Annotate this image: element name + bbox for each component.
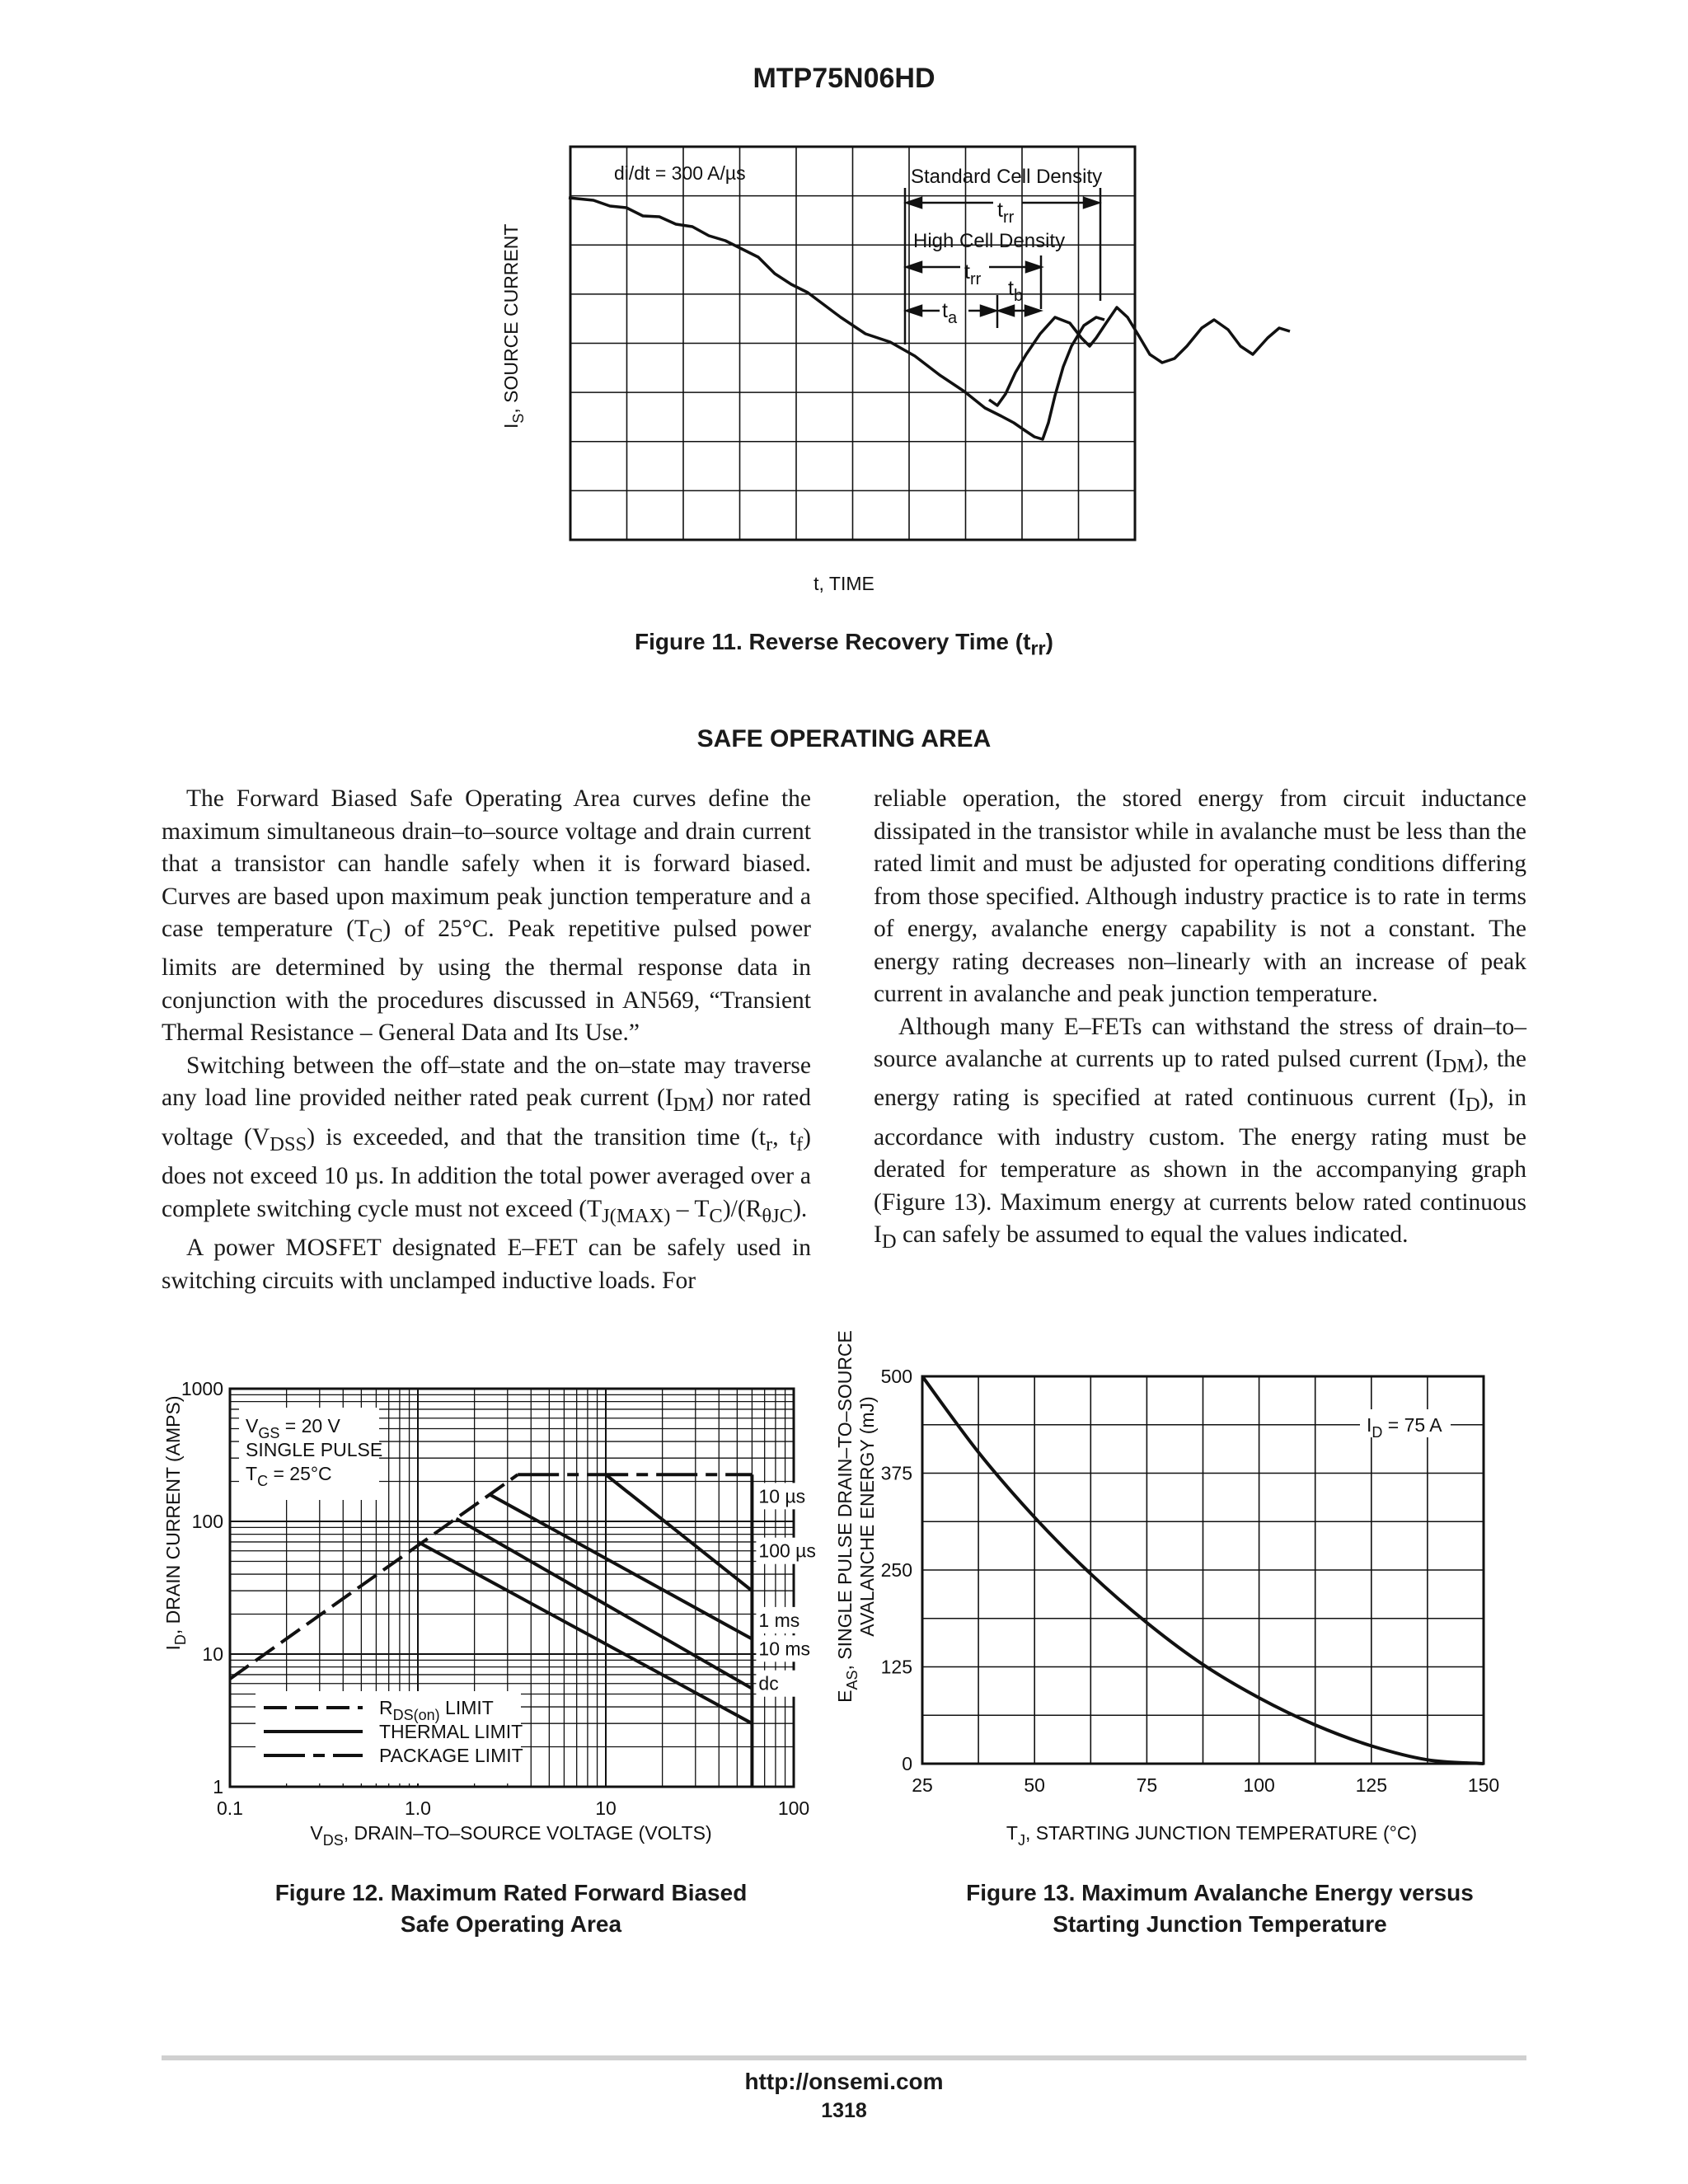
fig12-ylabel: $I_D$, DRAIN CURRENT (AMPS) <box>162 1395 189 1651</box>
y-tick-label: 1000 <box>181 1378 223 1399</box>
page-number: 1318 <box>821 2099 867 2122</box>
curve-label: 1 ms <box>758 1609 800 1631</box>
legend-rds: $R_{DS(on)}$ LIMIT <box>379 1697 494 1723</box>
y-tick-label: 375 <box>880 1462 912 1484</box>
x-tick-label: 1.0 <box>405 1797 431 1819</box>
tb-label: t <box>1008 277 1014 300</box>
paragraph: Although many E–FETs can withstand the stress of drain–to–source avalanche at currents up to rated pulsed current $(I_{DM})$, the energy rating is specified at rated continuous current $(I_D)$, in accordance with industry custom. The energy rating must be derated for temperature as shown in the accompanying graph (Figure 13). Maximum energy at currents below rated continuous $I_D$ can safely be assumed to equal the values indicated. <box>874 1013 1526 1254</box>
section-title: SAFE OPERATING AREA <box>696 725 992 752</box>
y-tick-label: 10 <box>202 1643 223 1665</box>
std-trr-label: t <box>997 199 1003 222</box>
paragraph: reliable operation, the stored energy from circuit inductance dissipated in the transistor while in avalanche must be less than the rated limit and must be adjusted for operating conditions differing from those specified. Although industry practice is to rate in terms of energy, avalanche energy capability is not a constant. The energy rating decreases non–linearly with an increase of peak current in avalanche and peak junction temperature. <box>874 785 1526 1007</box>
x-tick-label: 25 <box>912 1774 933 1796</box>
svg-text:ta: $t_a$ <box>942 299 958 327</box>
paragraph: A power MOSFET designated E–FET can be safely used in switching circuits with unclamped inductive loads. For <box>162 1235 811 1294</box>
paragraph: Switching between the off–state and the on–state may traverse any load line provided neither rated peak current $(I_{DM})$ nor rated voltage $(V_{DSS})$ is exceeded, and that the transition time ($t_r$, $t_f$) does not exceed 10 µs. In addition the total power averaged over a complete switching cycle must not exceed $(T_{J(MAX)} - T_C)/(R_{\theta JC})$. <box>162 1052 811 1227</box>
pulse-condition: SINGLE PULSE <box>246 1439 383 1460</box>
x-tick-label: 75 <box>1136 1774 1158 1796</box>
x-tick-label: 150 <box>1467 1774 1500 1796</box>
fig13-xlabel: $T_J$, STARTING JUNCTION TEMPERATURE (°C) <box>1006 1822 1418 1849</box>
high-trr-label: t <box>964 260 970 284</box>
std-cell-label: Standard Cell Density <box>911 166 1103 188</box>
tc-condition: $T_C = 25^\circ C$ <box>246 1463 332 1489</box>
curve-label: 100 µs <box>758 1540 816 1562</box>
paragraph: The Forward Biased Safe Operating Area curves define the maximum simultaneous drain–to–source voltage and drain current that a transistor can handle safely when it is forward biased. Curves are based upon maximum peak junction temperature and a case temperature $(T_C)$ of 25°C. Peak repetitive pulsed power limits are determined by using the thermal response data in conjunction with the procedures discussed in AN569, “Transient Thermal Resistance – General Data and Its Use.” <box>162 785 812 1047</box>
x-tick-label: 100 <box>777 1797 810 1819</box>
fig11-xlabel: t, TIME <box>814 573 874 594</box>
document-title: MTP75N06HD <box>753 63 935 94</box>
fig13-ylabel-line2: AVALANCHE ENERGY (mJ) <box>856 1396 878 1637</box>
x-tick-label: 50 <box>1024 1774 1045 1796</box>
y-tick-label: 100 <box>191 1511 223 1532</box>
y-tick-label: 250 <box>880 1559 912 1581</box>
y-tick-label: 0 <box>902 1753 912 1774</box>
footer-divider <box>162 2055 1526 2060</box>
x-tick-label: 100 <box>1243 1774 1275 1796</box>
svg-text:trr: $t_{rr}$ <box>964 260 982 288</box>
curve-label: 10 µs <box>758 1485 806 1507</box>
ta-label: t <box>942 299 948 322</box>
y-tick-label: 500 <box>880 1366 912 1387</box>
legend-package: PACKAGE LIMIT <box>379 1745 523 1766</box>
svg-text:tb: $t_b$ <box>1008 277 1024 305</box>
y-tick-label: 125 <box>880 1656 912 1678</box>
x-tick-label: 0.1 <box>217 1797 243 1819</box>
curve-label: 10 ms <box>758 1638 811 1660</box>
fig11-ylabel: $I_S$, SOURCE CURRENT <box>500 223 527 429</box>
figure-12-caption: Figure 12. Maximum Rated Forward Biased Safe Operating Area <box>274 1880 748 1937</box>
figure-13-caption: Figure 13. Maximum Avalanche Energy versus Starting Junction Temperature <box>966 1880 1474 1937</box>
id-annotation: $I_D = 75$ A <box>1367 1414 1442 1441</box>
vgs-condition: $V_{GS} = 20$ V <box>246 1415 340 1441</box>
y-tick-label: 1 <box>213 1776 223 1797</box>
footer-link[interactable]: http://onsemi.com <box>744 2069 944 2094</box>
curve-label: dc <box>758 1672 779 1694</box>
x-tick-label: 10 <box>595 1797 617 1819</box>
figure-11-caption: Figure 11. Reverse Recovery Time $(t_{rr})$ <box>635 629 1053 659</box>
didt-label: di/dt = 300 A/µs <box>614 162 746 184</box>
x-tick-label: 125 <box>1355 1774 1387 1796</box>
high-cell-label: High Cell Density <box>913 230 1066 252</box>
fig12-xlabel: $V_{DS}$, DRAIN–TO–SOURCE VOLTAGE (VOLTS) <box>310 1822 712 1849</box>
fig13-ylabel-line1: $E_{AS}$, SINGLE PULSE DRAIN–TO–SOURCE <box>834 1330 860 1703</box>
svg-text:trr: $t_{rr}$ <box>997 199 1015 227</box>
legend-thermal: THERMAL LIMIT <box>379 1721 523 1742</box>
